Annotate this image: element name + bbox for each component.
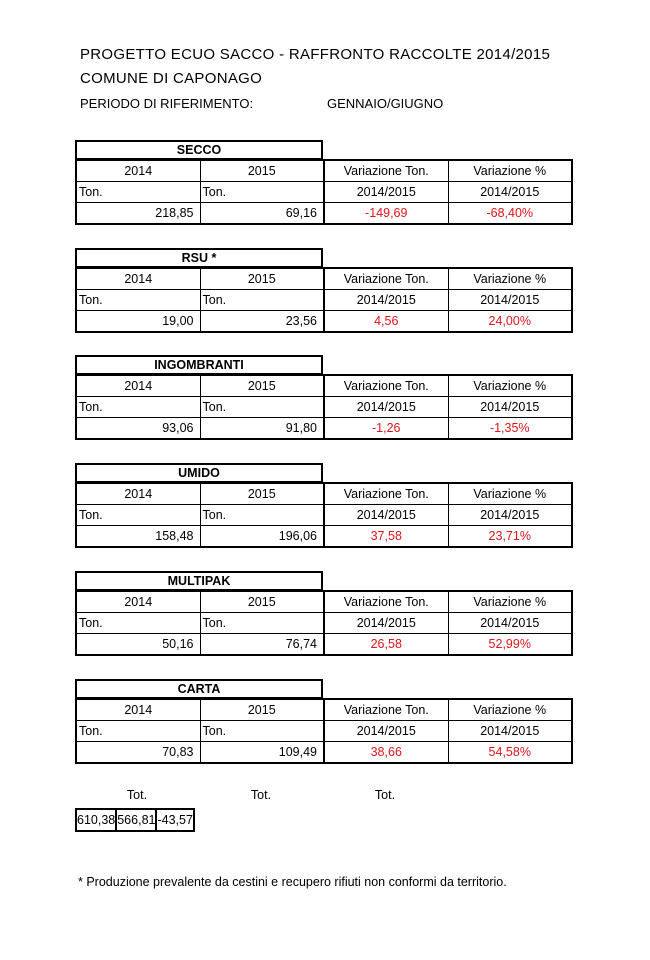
value-2015: 91,80 — [200, 418, 324, 440]
value-2015: 76,74 — [200, 634, 324, 656]
unit-2015: Ton. — [200, 290, 324, 311]
var-pct-period: 2014/2015 — [448, 505, 572, 526]
value-2014: 158,48 — [76, 526, 200, 548]
var-ton-value: 26,58 — [324, 634, 448, 656]
value-2014: 19,00 — [76, 311, 200, 333]
period-value: GENNAIO/GIUGNO — [327, 96, 444, 111]
var-pct-header: Variazione % — [448, 160, 572, 182]
category-header: CARTA — [75, 679, 323, 699]
var-pct-header: Variazione % — [448, 699, 572, 721]
col-2014-header: 2014 — [76, 375, 200, 397]
var-ton-period: 2014/2015 — [324, 182, 448, 203]
total-2015-value: 566,81 — [116, 809, 156, 831]
col-2015-header: 2015 — [200, 268, 324, 290]
category-table-rsu — [75, 248, 575, 330]
category-grid — [75, 482, 573, 548]
unit-2014: Ton. — [76, 505, 200, 526]
category-grid — [75, 159, 573, 225]
category-header: INGOMBRANTI — [75, 355, 323, 375]
var-pct-period: 2014/2015 — [448, 721, 572, 742]
category-header: RSU * — [75, 248, 323, 268]
municipality-title: COMUNE DI CAPONAGO — [80, 70, 263, 87]
footnote: * Produzione prevalente da cestini e recupero rifiuti non conformi da territorio. — [78, 875, 507, 889]
category-table-ingombranti — [75, 355, 575, 437]
col-2014-header: 2014 — [76, 699, 200, 721]
var-ton-header: Variazione Ton. — [324, 268, 448, 290]
unit-2015: Ton. — [200, 505, 324, 526]
unit-2014: Ton. — [76, 613, 200, 634]
var-pct-value: 54,58% — [448, 742, 572, 764]
var-pct-header: Variazione % — [448, 268, 572, 290]
var-pct-value: 52,99% — [448, 634, 572, 656]
var-ton-period: 2014/2015 — [324, 721, 448, 742]
var-ton-header: Variazione Ton. — [324, 160, 448, 182]
col-2015-header: 2015 — [200, 483, 324, 505]
var-ton-value: 38,66 — [324, 742, 448, 764]
var-pct-period: 2014/2015 — [448, 290, 572, 311]
col-2014-header: 2014 — [76, 591, 200, 613]
col-2015-header: 2015 — [200, 160, 324, 182]
value-2015: 196,06 — [200, 526, 324, 548]
var-pct-period: 2014/2015 — [448, 397, 572, 418]
category-table-secco — [75, 140, 575, 222]
category-table-carta — [75, 679, 575, 761]
var-pct-value: 23,71% — [448, 526, 572, 548]
var-ton-value: -1,26 — [324, 418, 448, 440]
category-table-umido — [75, 463, 575, 545]
value-2015: 23,56 — [200, 311, 324, 333]
col-2015-header: 2015 — [200, 591, 324, 613]
var-ton-value: 37,58 — [324, 526, 448, 548]
var-ton-period: 2014/2015 — [324, 613, 448, 634]
unit-2014: Ton. — [76, 397, 200, 418]
value-2015: 69,16 — [200, 203, 324, 225]
var-pct-header: Variazione % — [448, 483, 572, 505]
total-2015-label: Tot. — [250, 788, 272, 802]
report-title: PROGETTO ECUO SACCO - RAFFRONTO RACCOLTE 2014/2015 — [80, 46, 551, 63]
unit-2015: Ton. — [200, 613, 324, 634]
total-diff-label: Tot. — [374, 788, 396, 802]
var-ton-period: 2014/2015 — [324, 505, 448, 526]
col-2014-header: 2014 — [76, 268, 200, 290]
unit-2014: Ton. — [76, 290, 200, 311]
var-pct-header: Variazione % — [448, 591, 572, 613]
category-table-multipak — [75, 571, 575, 653]
var-ton-value: 4,56 — [324, 311, 448, 333]
unit-2014: Ton. — [76, 182, 200, 203]
var-pct-value: -68,40% — [448, 203, 572, 225]
var-pct-value: 24,00% — [448, 311, 572, 333]
unit-2014: Ton. — [76, 721, 200, 742]
unit-2015: Ton. — [200, 182, 324, 203]
var-ton-period: 2014/2015 — [324, 397, 448, 418]
var-ton-value: -149,69 — [324, 203, 448, 225]
total-2014-label: Tot. — [126, 788, 148, 802]
var-ton-header: Variazione Ton. — [324, 375, 448, 397]
value-2015: 109,49 — [200, 742, 324, 764]
value-2014: 218,85 — [76, 203, 200, 225]
category-grid — [75, 590, 573, 656]
var-ton-header: Variazione Ton. — [324, 483, 448, 505]
category-header: SECCO — [75, 140, 323, 160]
period-label: PERIODO DI RIFERIMENTO: — [80, 96, 254, 111]
var-ton-period: 2014/2015 — [324, 290, 448, 311]
reference-period — [80, 96, 444, 111]
total-diff-value: -43,57 — [156, 809, 193, 831]
var-pct-header: Variazione % — [448, 375, 572, 397]
category-grid — [75, 698, 573, 764]
var-ton-header: Variazione Ton. — [324, 591, 448, 613]
category-header: UMIDO — [75, 463, 323, 483]
col-2014-header: 2014 — [76, 160, 200, 182]
totals-table — [75, 808, 195, 832]
col-2015-header: 2015 — [200, 699, 324, 721]
var-pct-period: 2014/2015 — [448, 182, 572, 203]
var-ton-header: Variazione Ton. — [324, 699, 448, 721]
category-grid — [75, 374, 573, 440]
var-pct-period: 2014/2015 — [448, 613, 572, 634]
col-2015-header: 2015 — [200, 375, 324, 397]
category-grid — [75, 267, 573, 333]
var-pct-value: -1,35% — [448, 418, 572, 440]
col-2014-header: 2014 — [76, 483, 200, 505]
value-2014: 93,06 — [76, 418, 200, 440]
category-header: MULTIPAK — [75, 571, 323, 591]
value-2014: 50,16 — [76, 634, 200, 656]
value-2014: 70,83 — [76, 742, 200, 764]
unit-2015: Ton. — [200, 721, 324, 742]
unit-2015: Ton. — [200, 397, 324, 418]
total-2014-value: 610,38 — [76, 809, 116, 831]
